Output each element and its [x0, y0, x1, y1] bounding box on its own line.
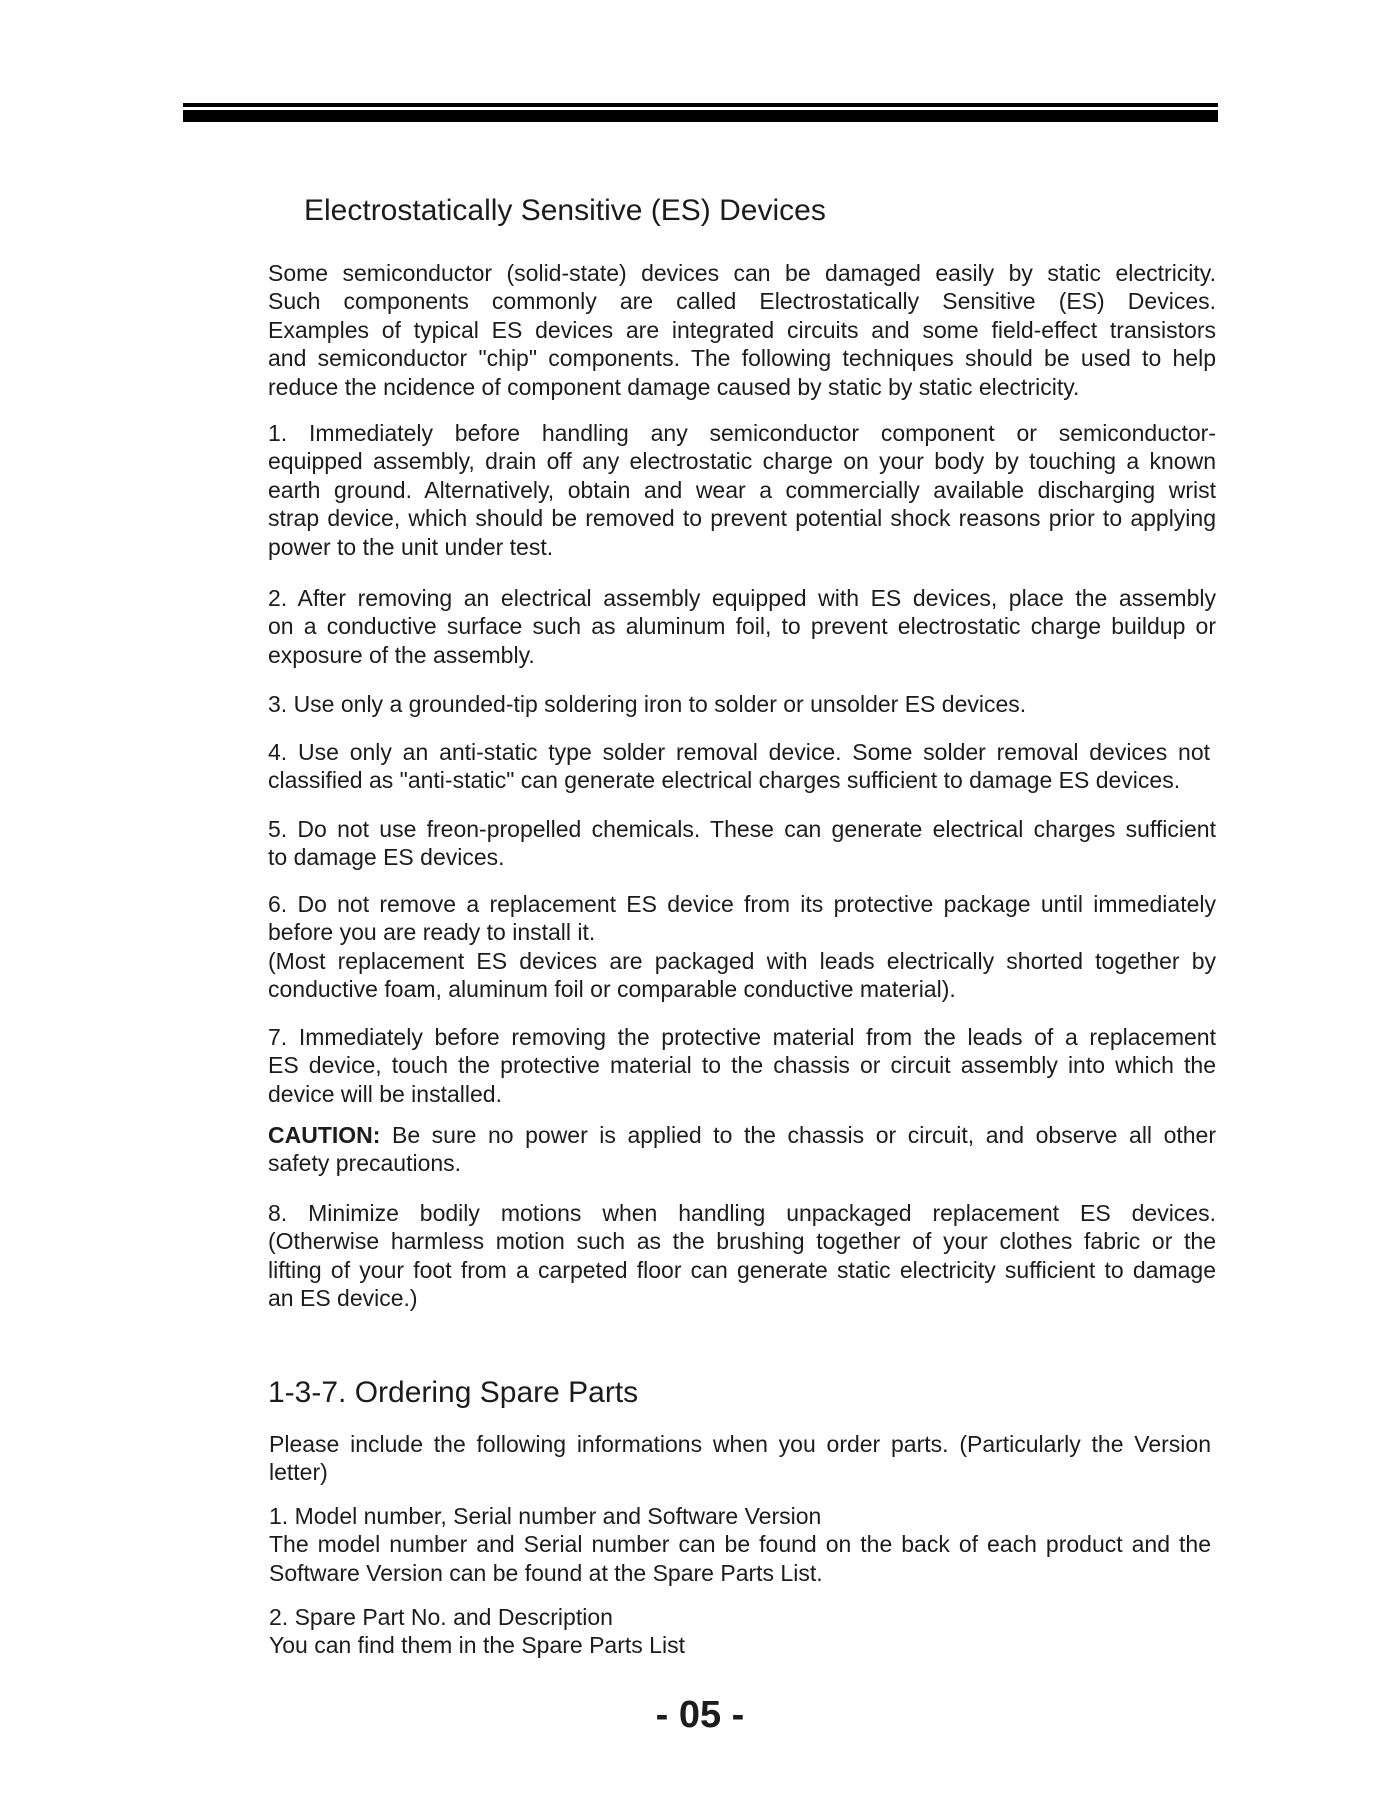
paragraph-line: strap device, which should be removed to prevent potential shock reasons prior to applying [268, 505, 1216, 532]
header-rule-thin [183, 103, 1218, 107]
es-item-8 [268, 1199, 1216, 1313]
paragraph-line: earth ground. Alternatively, obtain and wear a commercially available discharging wrist [268, 476, 1216, 503]
paragraph-line: an ES device.) [268, 1285, 418, 1312]
paragraph-line: on a conductive surface such as aluminum foil, to prevent electrostatic charge buildup or [268, 613, 1216, 640]
paragraph-line: Examples of typical ES devices are integrated circuits and some field-effect transistors [268, 316, 1216, 343]
section-title: Electrostatically Sensitive (ES) Devices [304, 194, 826, 227]
paragraph-line: 8. Minimize bodily motions when handling unpackaged replacement ES devices. [268, 1200, 1216, 1226]
page-number: - 05 - [655, 1694, 745, 1736]
ordering-section-heading: 1-3-7. Ordering Spare Parts [268, 1376, 639, 1409]
ordering-item-1 [269, 1502, 1211, 1587]
paragraph-line: 6. Do not remove a replacement ES device from its protective package until immediately [268, 891, 1216, 917]
es-item-7 [268, 1023, 1216, 1108]
paragraph-line: ES device, touch the protective material to the chassis or circuit assembly into which the [268, 1052, 1216, 1079]
paragraph-line: device will be installed. [268, 1080, 502, 1107]
paragraph-line: 4. Use only an anti-static type solder removal device. Some solder removal devices not [268, 739, 1210, 765]
paragraph-line: The model number and Serial number can be found on the back of each product and the [269, 1531, 1211, 1558]
paragraph-line: classified as "anti-static" can generate electrical charges sufficient to damage ES devices. [268, 767, 1181, 794]
paragraph-line: exposure of the assembly. [268, 641, 535, 668]
es-item-5 [268, 815, 1216, 872]
caution-note [268, 1121, 1216, 1178]
paragraph-line: to damage ES devices. [268, 844, 505, 871]
paragraph-line: conductive foam, aluminum foil or comparable conductive material). [268, 976, 956, 1003]
paragraph-line: 2. Spare Part No. and Description [269, 1604, 613, 1630]
caution-line: safety precautions. [268, 1150, 462, 1177]
paragraph-line: lifting of your foot from a carpeted floor can generate static electricity sufficient to damage [268, 1256, 1216, 1283]
paragraph-line: (Otherwise harmless motion such as the brushing together of your clothes fabric or the [268, 1228, 1216, 1255]
paragraph-line: and semiconductor "chip" components. The following techniques should be used to help [268, 345, 1216, 372]
paragraph-line: before you are ready to install it. [268, 919, 596, 946]
paragraph-line: 3. Use only a grounded-tip soldering iron to solder or unsolder ES devices. [268, 691, 1027, 717]
paragraph-line: Please include the following informations when you order parts. (Particularly the Version [269, 1431, 1211, 1457]
header-rule-thick [183, 110, 1218, 122]
es-intro-paragraph [268, 259, 1216, 401]
paragraph-line: Some semiconductor (solid-state) devices can be damaged easily by static electricity. [268, 260, 1216, 286]
paragraph-line: 5. Do not use freon-propelled chemicals. These can generate electrical charges sufficient [268, 816, 1216, 842]
es-item-1 [268, 419, 1216, 561]
paragraph-line: You can find them in the Spare Parts List [269, 1632, 685, 1659]
paragraph-line: reduce the ncidence of component damage caused by static by static electricity. [268, 373, 1080, 400]
paragraph-line: 7. Immediately before removing the protective material from the leads of a replacement [268, 1024, 1216, 1050]
caution-line [268, 1121, 1216, 1149]
es-item-4 [268, 738, 1210, 795]
paragraph-line: (Most replacement ES devices are packaged with leads electrically shorted together by [268, 947, 1216, 974]
paragraph-line: 1. Immediately before handling any semiconductor component or semiconductor- [268, 420, 1216, 446]
paragraph-line: Software Version can be found at the Spare Parts List. [269, 1559, 823, 1586]
paragraph-line: Such components commonly are called Electrostatically Sensitive (ES) Devices. [268, 288, 1216, 315]
caution-text: Be sure no power is applied to the chassis or circuit, and observe all other [392, 1122, 1217, 1148]
ordering-item-2 [269, 1603, 1211, 1660]
paragraph-line: 2. After removing an electrical assembly equipped with ES devices, place the assembly [268, 585, 1216, 611]
es-item-3 [268, 690, 1216, 718]
paragraph-line: 1. Model number, Serial number and Software Version [269, 1503, 822, 1529]
es-item-6 [268, 890, 1216, 1004]
caution-label: CAUTION: [268, 1122, 381, 1148]
paragraph-line: letter) [269, 1459, 328, 1486]
paragraph-line: power to the unit under test. [268, 533, 554, 560]
ordering-intro-paragraph [269, 1430, 1211, 1487]
es-item-2 [268, 584, 1216, 669]
paragraph-line: equipped assembly, drain off any electrostatic charge on your body by touching a known [268, 448, 1216, 475]
